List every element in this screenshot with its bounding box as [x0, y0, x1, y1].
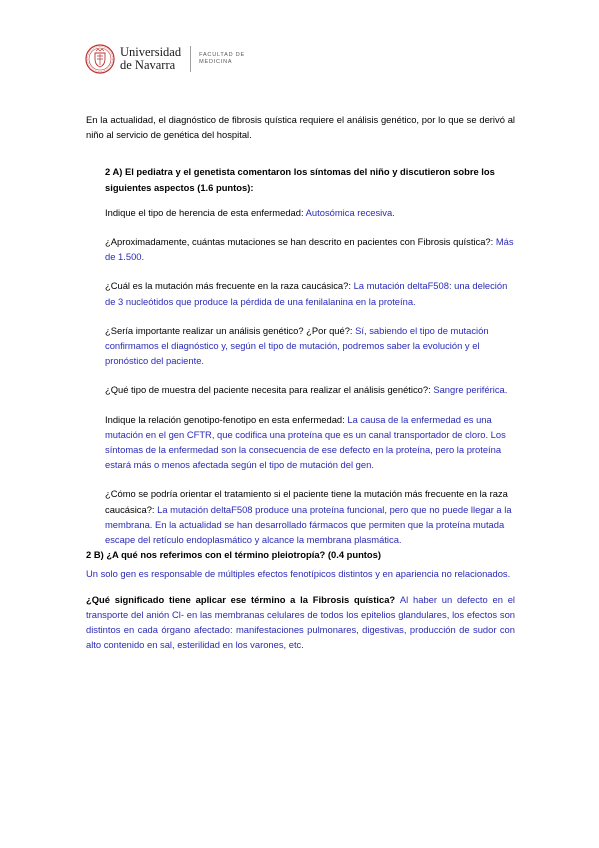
answer-text: Sí, sabiendo el tipo de mutación confirmamos el diagnóstico y, según el tipo de mutación, podremos saber la evolución y el pronóstico del paciente. — [105, 324, 489, 367]
section-2a-heading: 2 A) El pediatra y el genetista comentaron los síntomas del niño y discutieron sobre los siguientes aspectos (1.6 puntos): — [105, 166, 495, 193]
university-name-line1: Universidad — [120, 45, 182, 59]
faculty-name-line2: MEDICINA — [199, 59, 233, 65]
intro-paragraph: En la actualidad, el diagnóstico de fibrosis quística requiere el análisis genético, por lo que se derivó al niño al servicio de genética del hospital. — [86, 114, 515, 141]
answer-text: Autosómica recesiva. — [305, 206, 395, 218]
section-2a — [86, 164, 515, 547]
answer-text: Sangre periférica. — [433, 384, 508, 396]
section-2b-heading: 2 B) ¿A qué nos referimos con el término pleiotropía? (0.4 puntos) — [86, 549, 381, 561]
question-text: ¿Sería importante realizar un análisis genético? ¿Por qué?: — [105, 324, 356, 336]
section-2b-answer: Un solo gen es responsable de múltiples efectos fenotípicos distintos y en apariencia no relacionados. — [86, 568, 511, 580]
question-text: ¿Cuál es la mutación más frecuente en la raza caucásica?: — [105, 280, 354, 292]
answer-text: Al haber un defecto en el transporte del anión Cl- en las membranas celulares de todos los epitelios glandulares, los efectos son distintos en cada órgano afectado: manifestaciones pulmonares, digestivas, producción de sudor con alto contenido en sal, esterilidad en los varones, etc. — [86, 593, 515, 651]
question-item — [105, 234, 515, 264]
faculty-name — [199, 52, 245, 66]
question-item — [105, 412, 515, 473]
question-item — [105, 323, 515, 369]
university-seal-icon — [85, 44, 115, 74]
section-2b-question2 — [86, 592, 515, 653]
question-text: Indique el tipo de herencia de esta enfermedad: — [105, 206, 306, 218]
answer-text: La mutación deltaF508: una deleción de 3 nucleótidos que produce la pérdida de una fenilalanina en la proteína. — [105, 280, 508, 307]
question-text: ¿Qué tipo de muestra del paciente necesita para realizar el análisis genético?: — [105, 384, 434, 396]
faculty-name-line1: FACULTAD DE — [199, 52, 245, 58]
document-body — [86, 112, 515, 652]
question-text: ¿Aproximadamente, cuántas mutaciones se han descrito en pacientes con Fibrosis quística?: — [105, 236, 496, 248]
answer-text: Más de 1.500. — [105, 236, 514, 263]
university-logo — [85, 38, 245, 80]
question-item — [105, 278, 515, 308]
answer-text: La mutación deltaF508 produce una proteína funcional, pero que no puede llegar a la membrana. En la actualidad se han desarrollado fármacos que permiten que la proteína mutada escape del retículo endoplasmático y alcance la membrana plasmática. — [105, 503, 512, 546]
question-item — [105, 382, 515, 397]
question-text: ¿Qué significado tiene aplicar ese término a la Fibrosis quística? — [86, 593, 400, 605]
university-name — [120, 46, 181, 72]
answer-text: La causa de la enfermedad es una mutación en el gen CFTR, que codifica una proteína que es un canal transportador de cloro. Los síntomas de la enfermedad son la consecuencia de ese defecto en la proteína, pero la proteína estará más o menos afectada según el tipo de mutación del gen. — [105, 413, 506, 471]
question-item — [105, 486, 515, 547]
question-item — [105, 205, 515, 220]
logo-divider — [190, 46, 191, 72]
university-name-line2: de Navarra — [120, 58, 176, 72]
question-text: ¿Cómo se podría orientar el tratamiento si el paciente tiene la mutación más frecuente en la raza caucásica?: — [105, 488, 508, 515]
question-text: Indique la relación genotipo-fenotipo en esta enfermedad: — [105, 413, 348, 425]
